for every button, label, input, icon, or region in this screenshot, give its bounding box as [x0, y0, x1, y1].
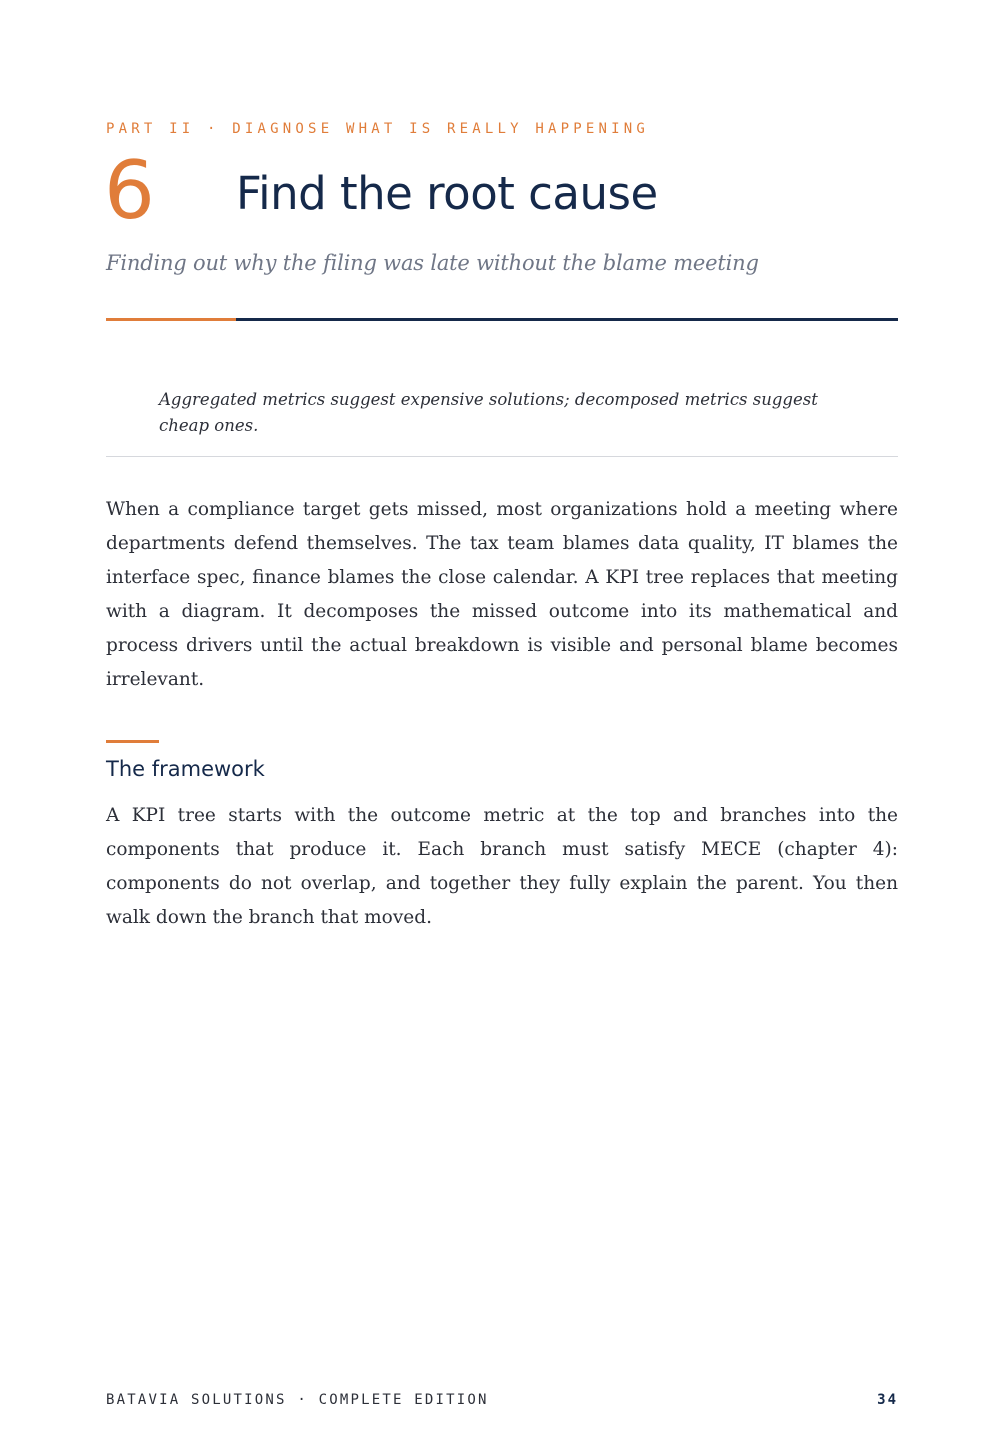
pull-quote-divider	[106, 456, 898, 457]
chapter-title: Find the root cause	[236, 167, 658, 220]
title-divider	[106, 318, 898, 321]
section-accent-bar	[106, 740, 159, 743]
page-number: 34	[877, 1392, 898, 1408]
intro-paragraph: When a compliance target gets missed, most organizations hold a meeting where departments defend themselves. The tax team blames data quality, IT blames the interface spec, finance blames the close calendar. A KPI tree replaces that meeting with a diagram. It decomposes the missed outcome into its mathematical and process drivers until the actual breakdown is visible and personal blame becomes irrelevant.	[106, 499, 898, 690]
part-kicker: PART II · DIAGNOSE WHAT IS REALLY HAPPENING	[106, 121, 650, 137]
title-divider-accent	[106, 318, 236, 321]
section-heading: The framework	[106, 757, 265, 781]
footer-publication: BATAVIA SOLUTIONS · COMPLETE EDITION	[106, 1392, 489, 1408]
title-divider-line	[236, 318, 898, 321]
chapter-number: 6	[104, 144, 155, 237]
pull-quote: Aggregated metrics suggest expensive solutions; decomposed metrics suggest cheap ones.	[159, 390, 818, 435]
framework-paragraph: A KPI tree starts with the outcome metric at the top and branches into the components that produce it. Each branch must satisfy MECE (chapter 4): components do not overlap, and together they fully explain the parent. You then walk down the branch that moved.	[106, 805, 898, 928]
chapter-subtitle: Finding out why the filing was late without the blame meeting	[106, 251, 759, 275]
